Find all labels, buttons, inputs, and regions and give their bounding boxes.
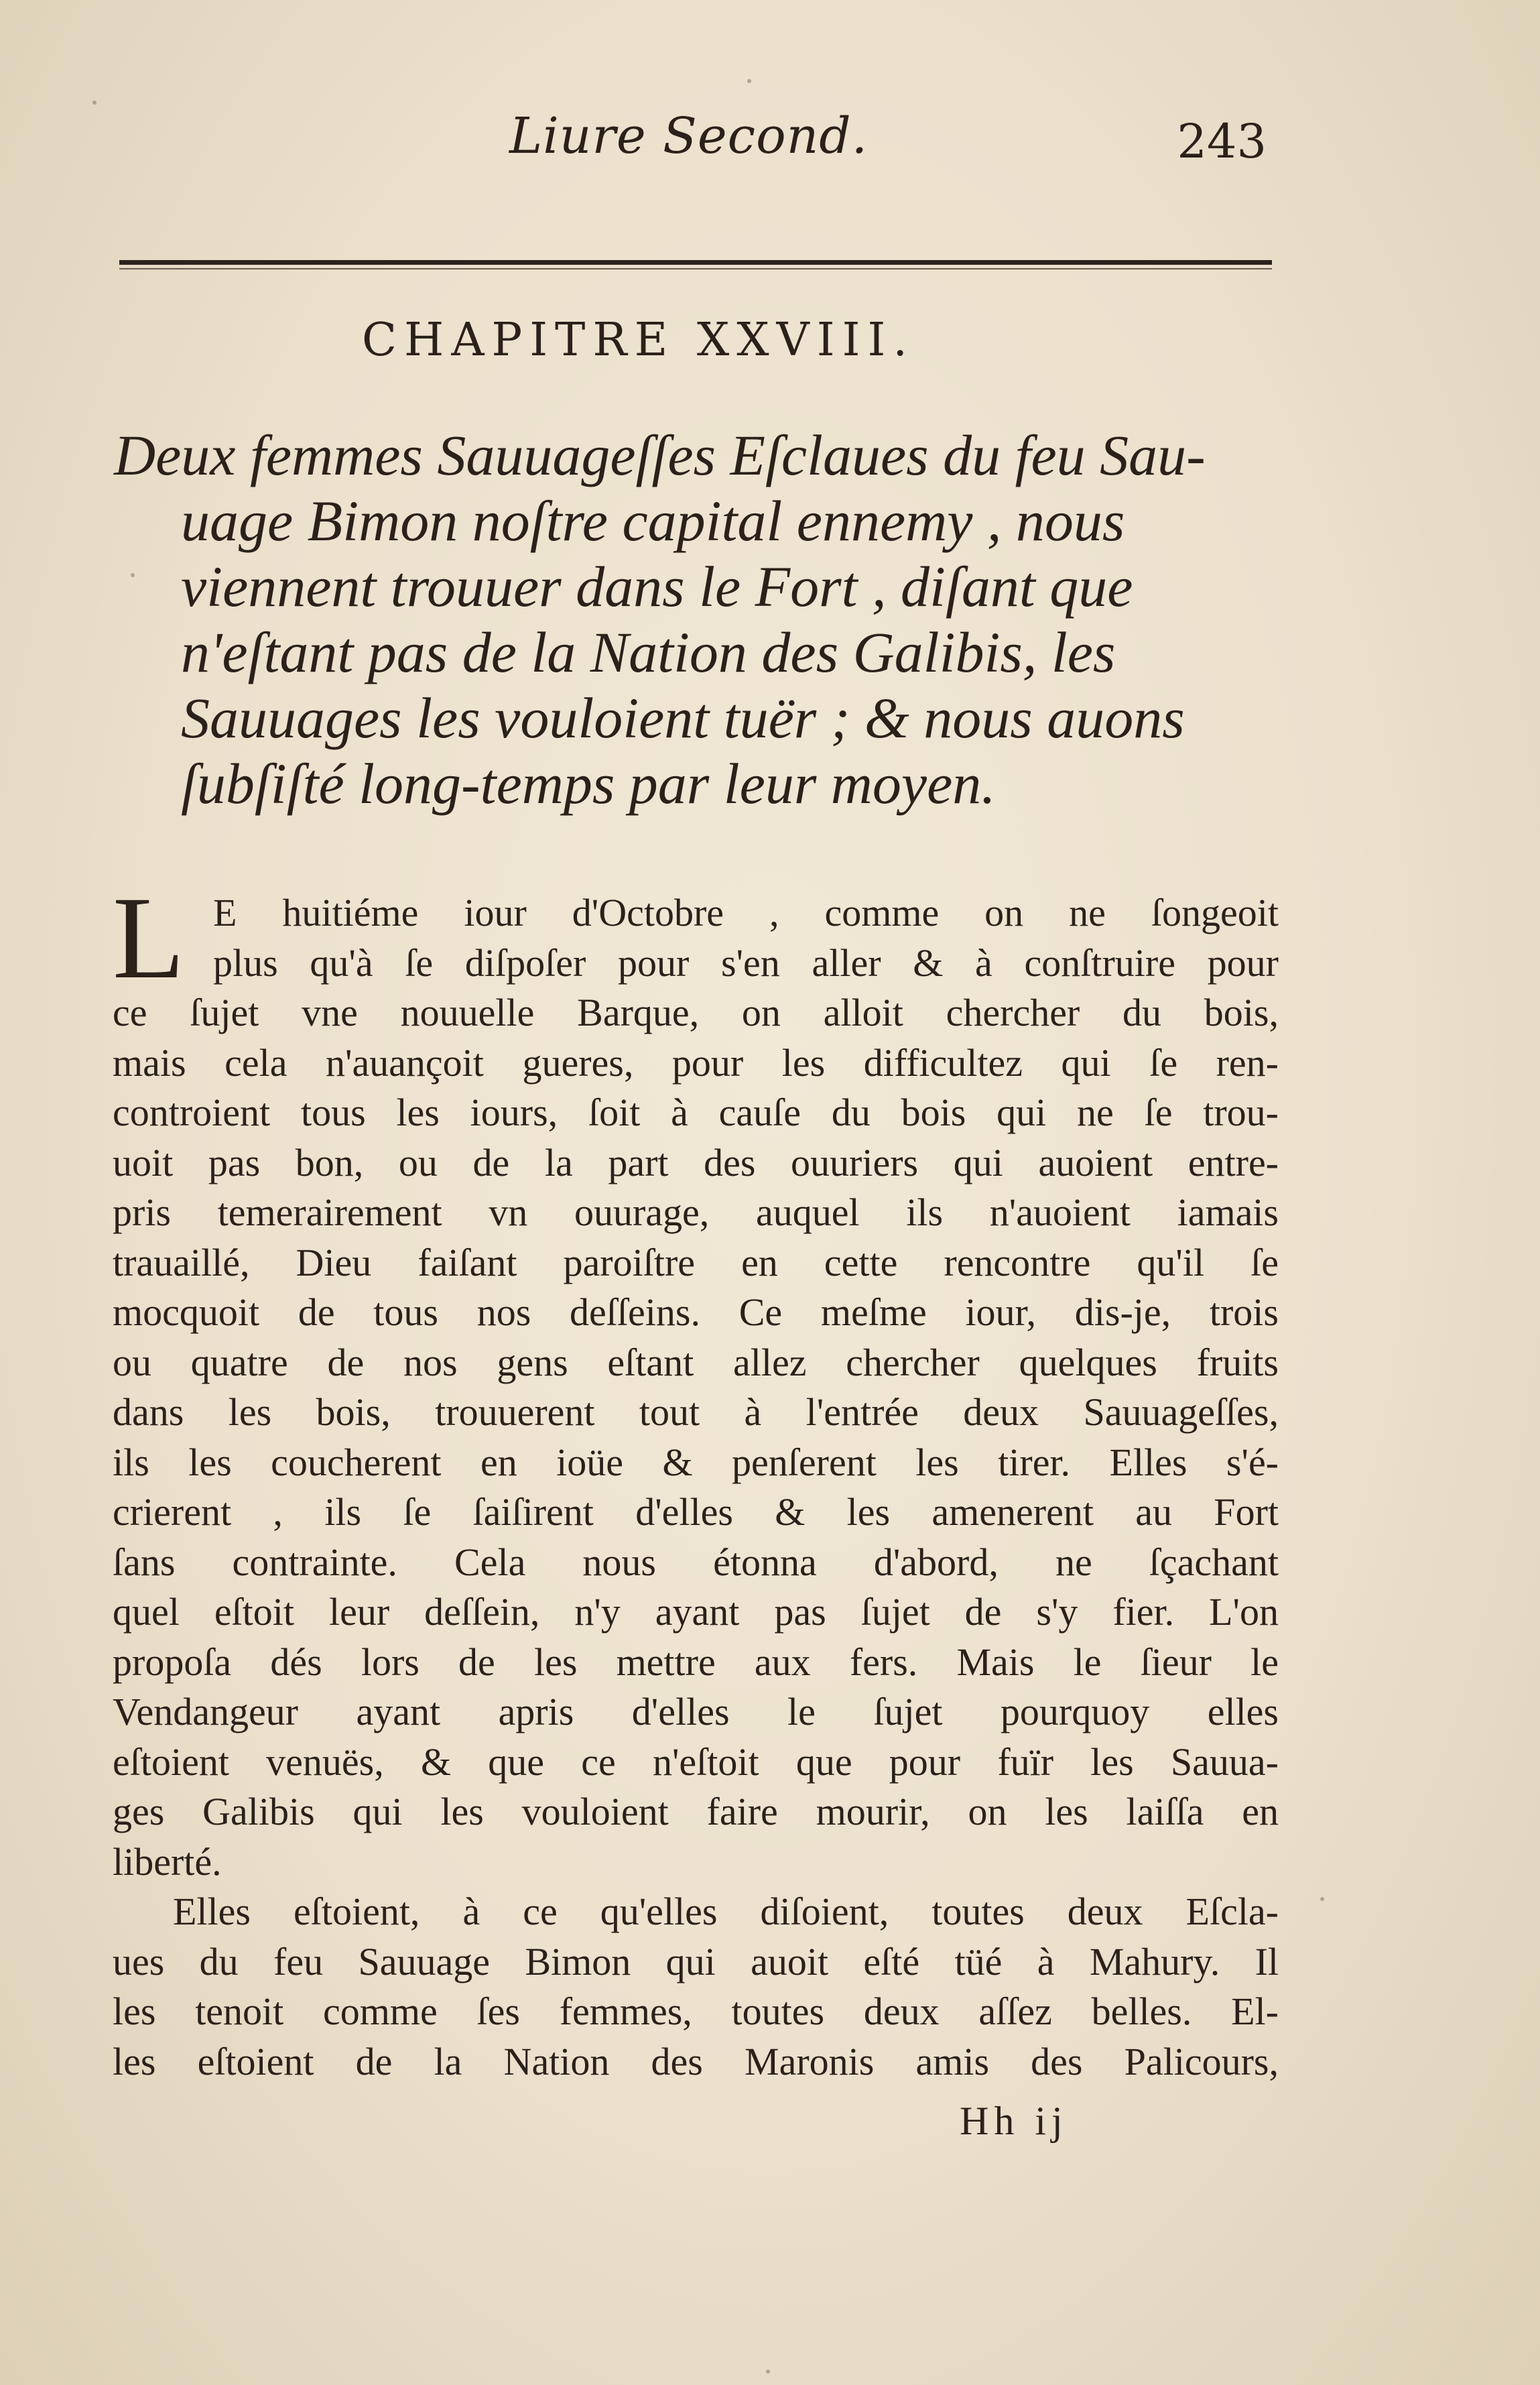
drop-cap: L	[113, 873, 185, 1003]
body-line: liberté.	[113, 1839, 222, 1884]
body-line: les tenoit comme ſes femmes, toutes deux aſſez belles. El-	[113, 1990, 1279, 2033]
body-line: Vendangeur ayant apris d'elles le ſujet pourquoy elles	[113, 1690, 1279, 1733]
summary-line: Deux femmes Sauuageſſes Eſclaues du feu Sau-	[114, 423, 1206, 487]
body-text	[113, 873, 1279, 2087]
page-number: 243	[1177, 114, 1267, 169]
body-line: ce ſujet vne nouuelle Barque, on alloit chercher du bois,	[113, 991, 1279, 1034]
body-line: E huitiéme iour d'Octobre , comme on ne ſongeoit	[213, 891, 1279, 934]
paper-speck	[766, 2370, 770, 2374]
header-rule	[119, 260, 1272, 265]
body-line: mocquoit de tous nos deſſeins. Ce meſme iour, dis-je, trois	[113, 1290, 1279, 1334]
body-line: controient tous les iours, ſoit à cauſe du bois qui ne ſe trou-	[113, 1091, 1279, 1134]
body-line: dans les bois, trouuerent tout à l'entrée deux Sauuageſſes,	[113, 1390, 1279, 1434]
body-line: ges Galibis qui les vouloient faire mourir, on les laiſſa en	[113, 1790, 1279, 1833]
body-line: ils les coucherent en ioüe & penſerent les tirer. Elles s'é-	[113, 1440, 1279, 1484]
summary-line: ſubſiſté long-temps par leur moyen.	[181, 751, 996, 816]
summary-line: Sauuages les vouloient tuër ; & nous auons	[181, 686, 1185, 750]
summary-line: uage Bimon noſtre capital ennemy , nous	[181, 489, 1125, 553]
running-title: Liure Second.	[509, 107, 869, 165]
summary-line: viennent trouuer dans le Fort , diſant que	[181, 554, 1133, 619]
body-line: mais cela n'auançoit gueres, pour les difficultez qui ſe ren-	[113, 1040, 1279, 1085]
chapter-heading: CHAPITRE XXVIII.	[362, 314, 915, 367]
body-line: eſtoient venuës, & que ce n'eſtoit que pour fuïr les Sauua-	[113, 1739, 1279, 1784]
body-line: quel eſtoit leur deſſein, n'y ayant pas ſujet de s'y fier. L'on	[113, 1590, 1279, 1634]
body-line: trauaillé, Dieu faiſant paroiſtre en cette rencontre qu'il ſe	[113, 1240, 1279, 1284]
body-line: uoit pas bon, ou de la part des ouuriers qui auoient entre-	[113, 1140, 1279, 1184]
signature-mark: Hh ij	[960, 2099, 1068, 2143]
paper-speck	[131, 573, 135, 577]
body-line: ſans contrainte. Cela nous étonna d'abord, ne ſçachant	[113, 1540, 1279, 1584]
body-line: Elles eſtoient, à ce qu'elles diſoient, toutes deux Eſcla-	[173, 1890, 1279, 1933]
paper-speck	[747, 79, 751, 83]
header-rule-thin	[119, 268, 1272, 269]
body-line: propoſa dés lors de les mettre aux fers. Mais le ſieur le	[113, 1640, 1279, 1684]
running-head	[114, 101, 1280, 181]
body-line: ou quatre de nos gens eſtant allez chercher quelques fruits	[113, 1340, 1279, 1384]
paper-speck	[92, 101, 97, 105]
body-line: plus qu'à ſe diſpoſer pour s'en aller & à conſtruire pour	[213, 940, 1279, 985]
body-line: crierent , ils ſe ſaiſirent d'elles & les amenerent au Fort	[113, 1490, 1279, 1534]
body-line: ues du feu Sauuage Bimon qui auoit eſté tüé à Mahury. Il	[113, 1939, 1279, 1983]
chapter-summary	[114, 422, 1293, 816]
summary-line: n'eſtant pas de la Nation des Galibis, les	[181, 620, 1116, 684]
paper-speck	[1320, 1897, 1324, 1901]
body-line: les eſtoient de la Nation des Maronis amis des Palicours,	[113, 2039, 1279, 2083]
body-line: pris temerairement vn ouurage, auquel ils n'auoient iamais	[113, 1190, 1279, 1234]
